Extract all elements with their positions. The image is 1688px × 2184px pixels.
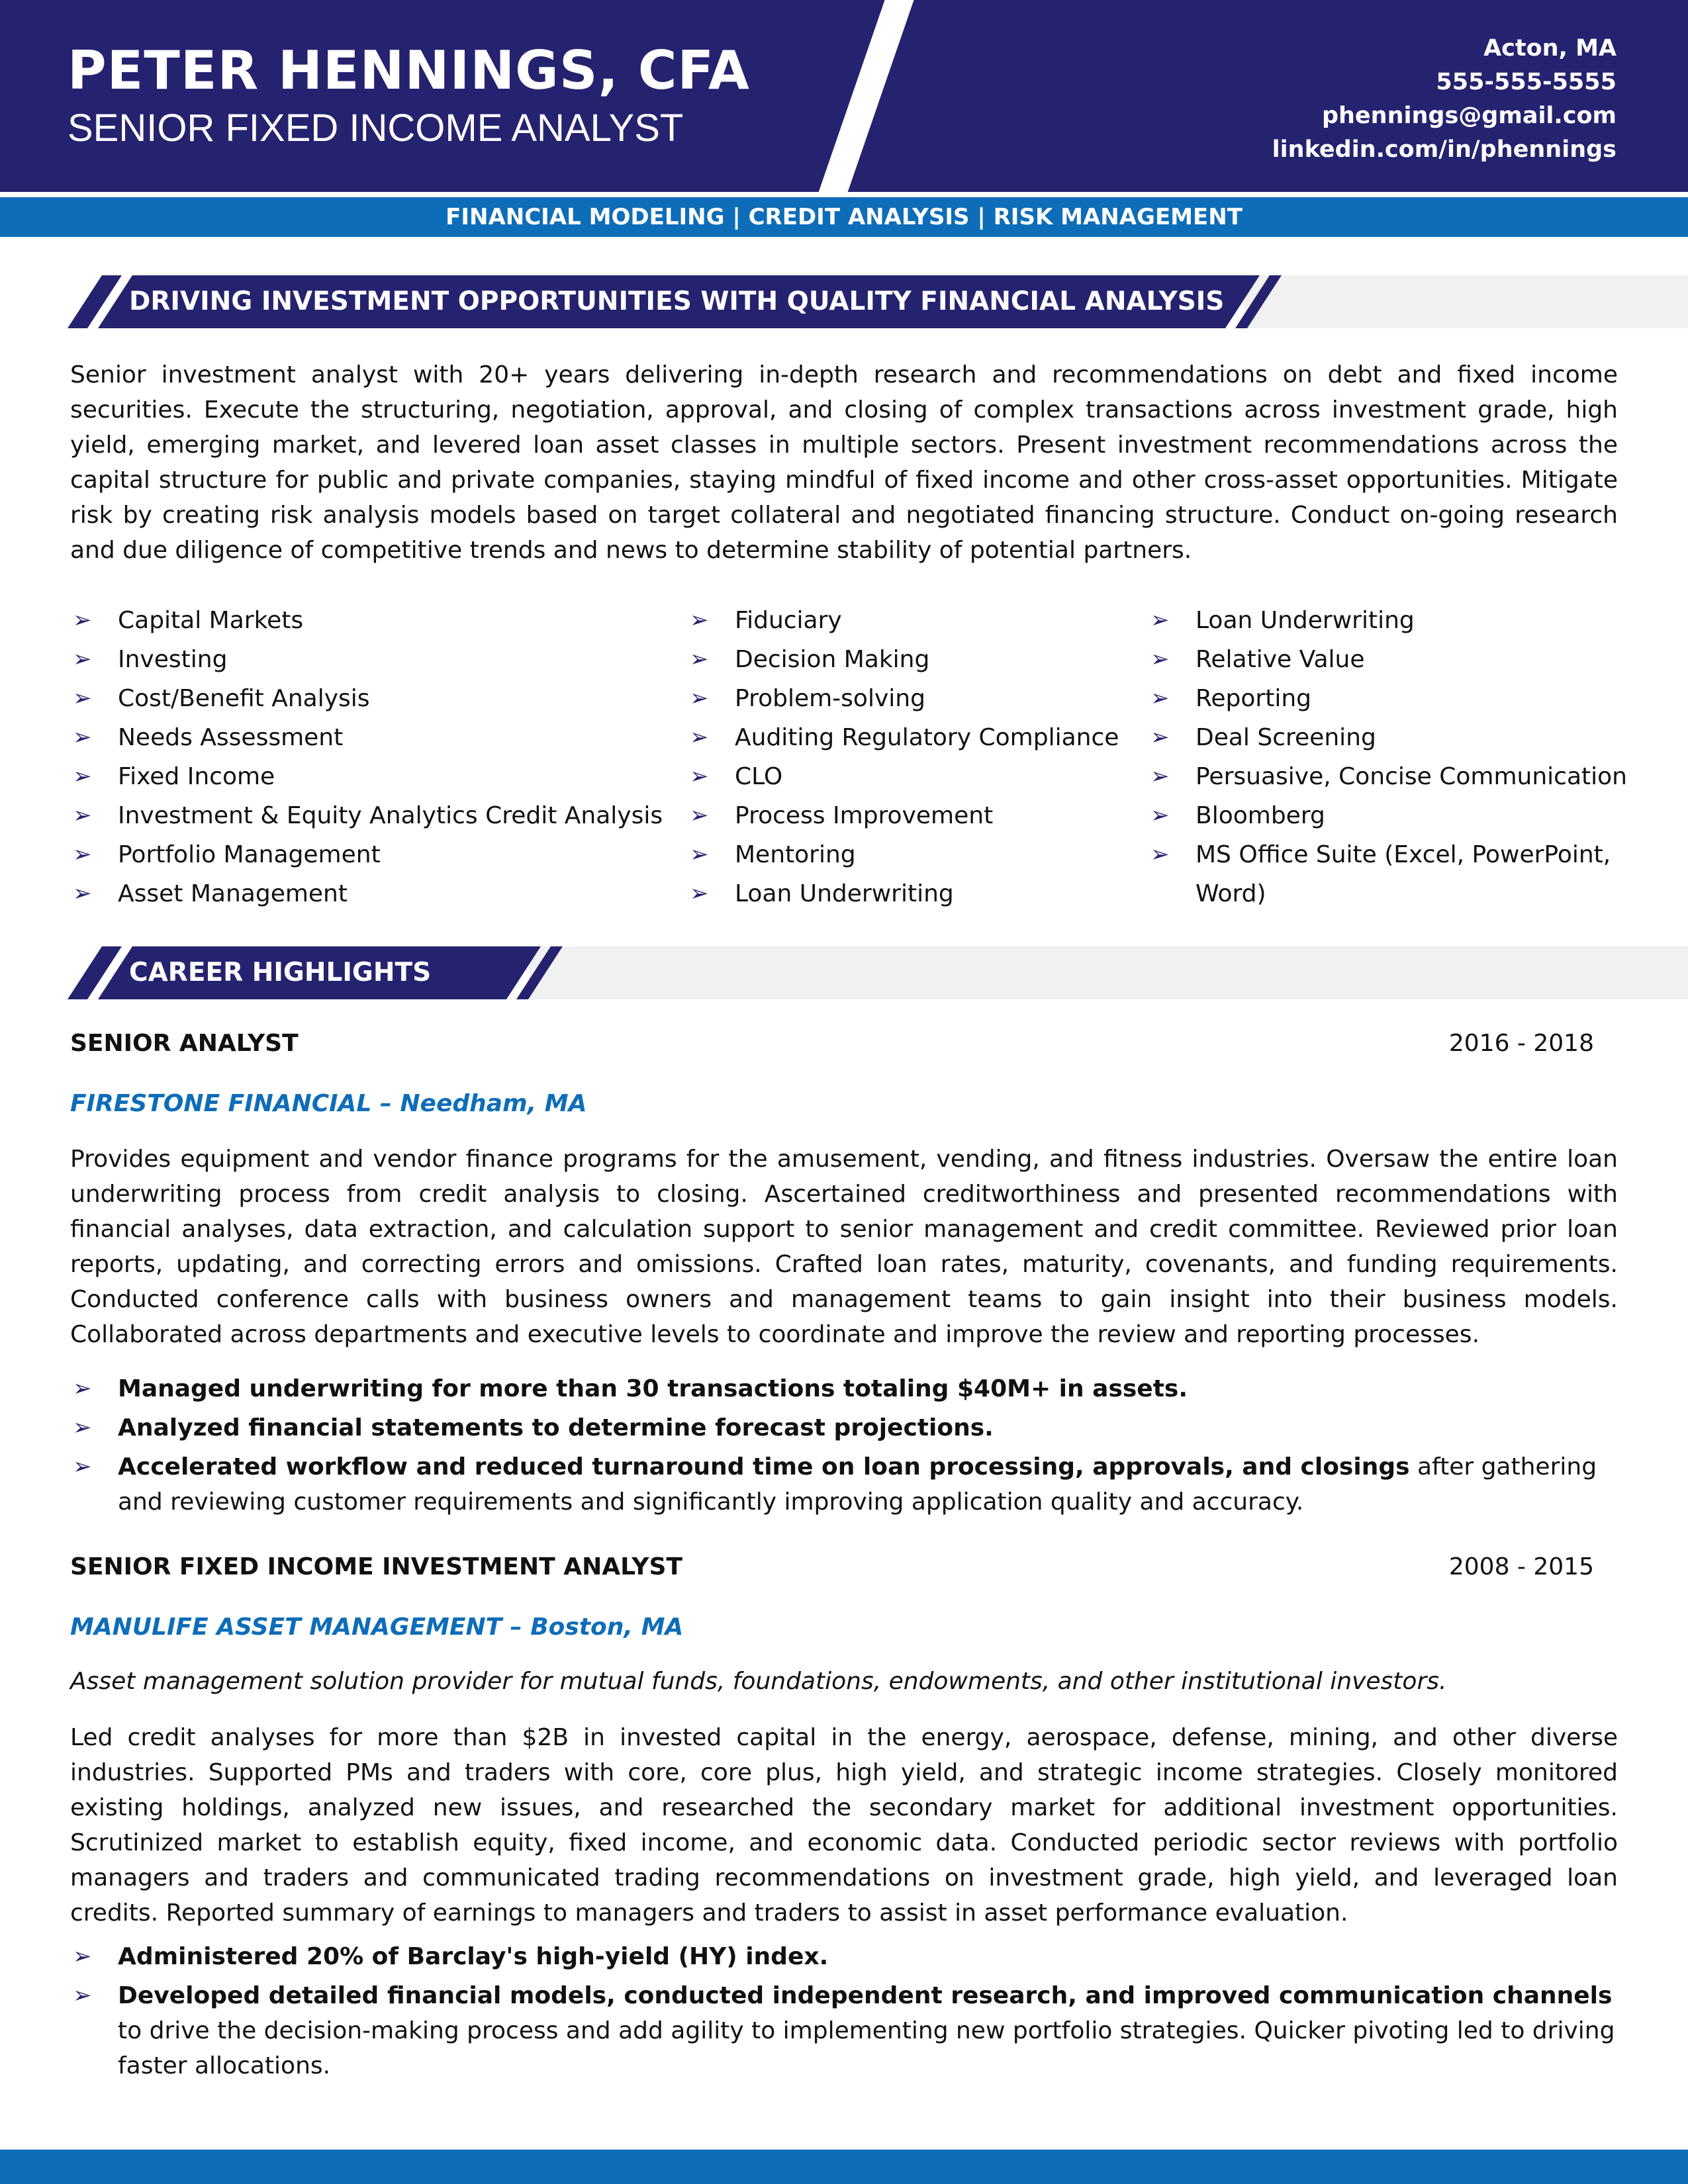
arrow-bullet-icon: ➢ [690, 841, 709, 868]
job-2-description: Led credit analyses for more than $2B in invested capital in the energy, aerospace, defense, mining, and other diverse industries. Supported PMs and traders with core, core plus, high yield, and strategic income strategies. Closely monitored existing holdings, analyzed new issues, and researched the secondary market for additional investment opportunities. Scrutinized market to establish equity, fixed income, and economic data. Conducted periodic sector reviews with portfolio managers and traders and communicated trading recommendations on investment grade, high yield, and leveraged loan credits. Reported summary of earnings to managers and traders to assist in asset performance evaluation. [70, 1724, 1618, 1927]
skill-item [687, 796, 1119, 835]
arrow-bullet-icon: ➢ [73, 685, 92, 711]
skill-label: Auditing Regulatory Compliance [735, 724, 1119, 751]
contact-location: Acton, MA [1483, 35, 1617, 62]
career-heading-bar [0, 946, 1688, 999]
skill-item [1148, 679, 1638, 718]
job-1-company: FIRESTONE FINANCIAL – Needham, MA [70, 1090, 587, 1117]
summary-paragraph: Senior investment analyst with 20+ years delivering in-depth research and recommendations on debt and fixed income securities. Execute the structuring, negotiation, approval, and closing of complex transactions across investment grade, high yield, emerging market, and levered loan asset classes in multiple sectors. Present investment recommendations across the capital structure for public and private companies, staying mindful of fixed income and other cross-asset opportunities. Mitigate risk by creating risk analysis models based on target collateral and negotiated financing structure. Conduct on-going research and due diligence of competitive trends and news to determine stability of potential partners. [70, 361, 1618, 564]
arrow-bullet-icon: ➢ [73, 724, 92, 751]
arrow-bullet-icon: ➢ [1150, 685, 1170, 711]
arrow-bullet-icon: ➢ [1150, 841, 1170, 868]
skill-item [70, 679, 663, 718]
skill-item [70, 718, 663, 757]
arrow-bullet-icon: ➢ [1150, 724, 1170, 751]
skill-label: Fiduciary [735, 607, 842, 634]
skills-column-3 [1148, 601, 1638, 913]
skill-item [687, 757, 1119, 796]
arrow-bullet-icon: ➢ [1150, 607, 1170, 633]
header-slash-decoration [814, 0, 916, 192]
skill-label: Decision Making [735, 646, 930, 673]
arrow-bullet-icon: ➢ [73, 841, 92, 868]
skill-label: Investment & Equity Analytics Credit Analysis [118, 802, 663, 829]
skill-item [70, 601, 663, 640]
skill-label: Problem-solving [735, 685, 925, 712]
skill-item [1148, 835, 1638, 913]
skill-label: Reporting [1196, 685, 1312, 712]
skill-label: Asset Management [118, 880, 348, 907]
skill-item [70, 796, 663, 835]
arrow-bullet-icon: ➢ [73, 1453, 92, 1480]
arrow-bullet-icon: ➢ [690, 724, 709, 751]
skill-label: CLO [735, 763, 783, 790]
arrow-bullet-icon: ➢ [73, 646, 92, 672]
header-banner [0, 0, 1688, 192]
summary-heading-strip [1244, 275, 1688, 328]
skill-label: Fixed Income [118, 763, 275, 790]
skill-item [1148, 796, 1638, 835]
job-2-achievement: ➢ Administered 20% of Barclay's high-yield (HY) index. [70, 1939, 1619, 1974]
skill-item [687, 640, 1119, 679]
job-2-achievement: ➢ Developed detailed financial models, conducted independent research, and improved communication channels to drive the decision-making process and add agility to implementing new portfolio strategies. Quicker pivoting led to driving faster allocations. [70, 1978, 1619, 2083]
arrow-bullet-icon: ➢ [73, 880, 92, 907]
job-1-dates: 2016 - 2018 [1448, 1030, 1594, 1057]
contact-phone: 555-555-5555 [1436, 69, 1617, 95]
skills-column-1 [70, 601, 663, 913]
arrow-bullet-icon: ➢ [73, 1943, 92, 1970]
skill-label: Loan Underwriting [735, 880, 954, 907]
job-2-title: SENIOR FIXED INCOME INVESTMENT ANALYST [70, 1553, 682, 1580]
arrow-bullet-icon: ➢ [690, 607, 709, 633]
skill-item [1148, 640, 1638, 679]
arrow-bullet-icon: ➢ [690, 763, 709, 790]
skill-item [70, 874, 663, 913]
job-1-description: Provides equipment and vendor finance programs for the amusement, vending, and fitness industries. Oversaw the entire loan underwriting process from credit analysis to closing. Ascertained creditworthiness and presented recommendations with financial analyses, data extraction, and calculation support to senior management and credit committee. Reviewed prior loan reports, updating, and correcting errors and omissions. Crafted loan rates, maturity, covenants, and funding requirements. Conducted conference calls with business owners and management teams to gain insight into their business models. Collaborated across departments and executive levels to coordinate and improve the review and reporting processes. [70, 1146, 1618, 1348]
arrow-bullet-icon: ➢ [73, 763, 92, 790]
skill-item [1148, 757, 1638, 796]
skill-label: Process Improvement [735, 802, 994, 829]
skill-label: Needs Assessment [118, 724, 344, 751]
skill-item [70, 835, 663, 874]
skill-label: Persuasive, Concise Communication [1196, 763, 1627, 790]
career-heading-strip [530, 946, 1688, 999]
skill-item [687, 601, 1119, 640]
core-skills-bar: FINANCIAL MODELING | CREDIT ANALYSIS | RISK MANAGEMENT [0, 197, 1688, 237]
candidate-name: PETER HENNINGS, CFA [68, 40, 750, 101]
skill-label: Bloomberg [1196, 802, 1325, 829]
arrow-bullet-icon: ➢ [73, 802, 92, 829]
arrow-bullet-icon: ➢ [73, 607, 92, 633]
arrow-bullet-icon: ➢ [690, 646, 709, 672]
skill-label: Investing [118, 646, 228, 673]
footer-bar [0, 2150, 1688, 2184]
arrow-bullet-icon: ➢ [690, 880, 709, 907]
contact-block [1272, 32, 1617, 167]
job-2-dates: 2008 - 2015 [1448, 1553, 1594, 1580]
arrow-bullet-icon: ➢ [73, 1982, 92, 2009]
job-1-achievement: ➢ Accelerated workflow and reduced turnaround time on loan processing, approvals, and closings after gathering and reviewing customer requirements and significantly improving application quality and accuracy. [70, 1449, 1619, 1520]
job-2-achievements [70, 1939, 1619, 2087]
job-2-tagline: Asset management solution provider for mutual funds, foundations, endowments, and other institutional investors. [70, 1668, 1447, 1695]
skill-item [1148, 718, 1638, 757]
arrow-bullet-icon: ➢ [690, 802, 709, 829]
job-1-achievement: ➢ Analyzed financial statements to determine forecast projections. [70, 1410, 1619, 1445]
summary-heading: DRIVING INVESTMENT OPPORTUNITIES WITH QUALITY FINANCIAL ANALYSIS [129, 287, 1225, 316]
arrow-bullet-icon: ➢ [690, 685, 709, 711]
arrow-bullet-icon: ➢ [73, 1414, 92, 1441]
job-1-achievements [70, 1371, 1619, 1524]
skill-item [1148, 601, 1638, 640]
skill-label: Loan Underwriting [1196, 607, 1415, 634]
candidate-title: SENIOR FIXED INCOME ANALYST [68, 107, 684, 150]
skill-item [70, 640, 663, 679]
summary-heading-bar [0, 275, 1688, 328]
skill-label: Portfolio Management [118, 841, 381, 868]
skill-item [70, 757, 663, 796]
arrow-bullet-icon: ➢ [73, 1375, 92, 1402]
job-1-title: SENIOR ANALYST [70, 1030, 299, 1057]
job-1-achievement: ➢ Managed underwriting for more than 30 transactions totaling $40M+ in assets. [70, 1371, 1619, 1406]
skills-column-2 [687, 601, 1119, 913]
skill-label: Capital Markets [118, 607, 304, 634]
job-2-company: MANULIFE ASSET MANAGEMENT – Boston, MA [70, 1614, 684, 1641]
arrow-bullet-icon: ➢ [1150, 802, 1170, 829]
skill-label: Cost/Benefit Analysis [118, 685, 370, 712]
skill-label: Deal Screening [1196, 724, 1376, 751]
arrow-bullet-icon: ➢ [1150, 763, 1170, 790]
skill-label: Mentoring [735, 841, 856, 868]
career-heading: CAREER HIGHLIGHTS [129, 958, 432, 987]
skill-item [687, 835, 1119, 874]
skill-item [687, 679, 1119, 718]
skill-label: Relative Value [1196, 646, 1365, 673]
arrow-bullet-icon: ➢ [1150, 646, 1170, 672]
skill-item [687, 874, 1119, 913]
contact-linkedin[interactable]: linkedin.com/in/phennings [1272, 136, 1617, 163]
skill-label: MS Office Suite (Excel, PowerPoint, Word) [1196, 841, 1611, 907]
contact-email[interactable]: phennings@gmail.com [1321, 103, 1617, 129]
skill-item [687, 718, 1119, 757]
